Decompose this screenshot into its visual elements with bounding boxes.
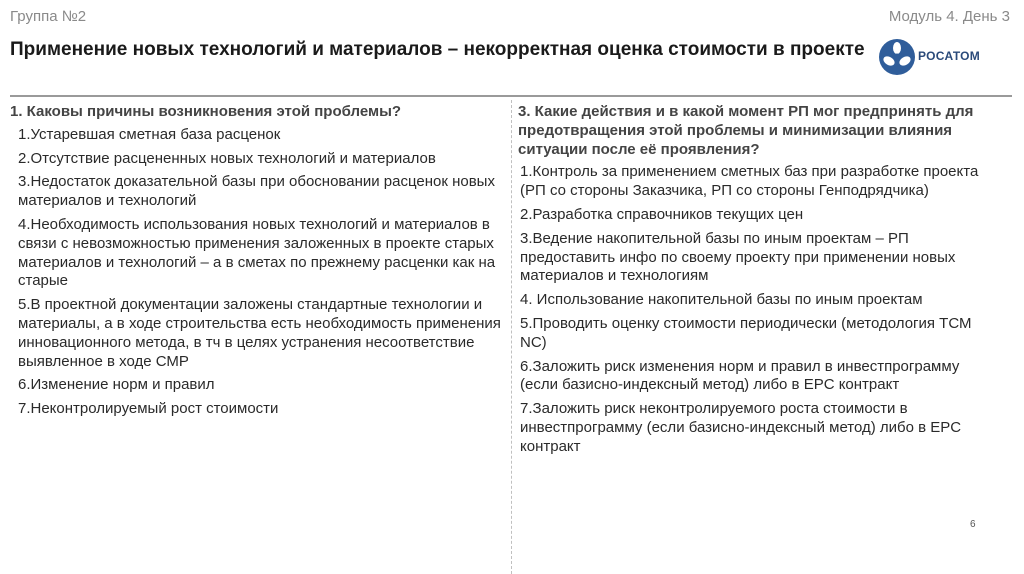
actions-question: 3. Какие действия и в какой момент РП мог предпринять для предотвращения этой проблемы и минимизации влияния ситуации после её проявления? <box>518 103 974 158</box>
list-item: 4.Необходимость использования новых технологий и материалов в связи с невозможностью применения заложенных в проекте старых материалов и технологий – а в сметах по прежнему расценки как на старые <box>18 215 496 290</box>
list-item: 1.Контроль за применением сметных баз при разработке проекта (РП со стороны Заказчика, РП со стороны Генподрядчика) <box>520 163 979 200</box>
group-label: Группа №2 <box>10 8 87 25</box>
actions-list <box>518 163 996 456</box>
causes-question: 1. Каковы причины возникновения этой проблемы? <box>10 103 402 120</box>
list-item: 2.Отсутствие расцененных новых технологий и материалов <box>18 149 436 167</box>
rosatom-logo <box>878 38 988 76</box>
slide-title: Применение новых технологий и материалов – некорректная оценка стоимости в проекте <box>10 39 865 60</box>
list-item: 4. Использование накопительной базы по иным проектам <box>520 291 923 309</box>
title-divider <box>10 95 1012 97</box>
logo-text: РОСАТОМ <box>918 49 981 63</box>
list-item: 6.Заложить риск изменения норм и правил в инвестпрограмму (если базисно-индексный метод) либо в EPC контракт <box>520 357 960 394</box>
causes-list <box>10 126 505 419</box>
rosatom-atom-icon <box>878 38 916 76</box>
list-item: 2.Разработка справочников текущих цен <box>520 205 804 223</box>
list-item: 1.Устаревшая сметная база расценок <box>18 125 281 143</box>
list-item: 5.Проводить оценку стоимости периодически (методология ТСМ NC) <box>520 314 972 351</box>
list-item: 5.В проектной документации заложены стандартные технологии и материалы, а в ходе строительства есть необходимость применения инновационного метода, в тч в целях устранения несоответствие выявленное в ходе СМР <box>18 296 501 370</box>
list-item: 7.Неконтролируемый рост стоимости <box>18 400 279 418</box>
column-divider <box>511 100 512 574</box>
page-number: 6 <box>970 519 976 530</box>
causes-column <box>10 103 505 424</box>
actions-column <box>518 103 996 462</box>
list-item: 7.Заложить риск неконтролируемого роста стоимости в инвестпрограмму (если базисно-индексный метод) либо в EPC контракт <box>520 400 962 455</box>
module-label: Модуль 4. День 3 <box>888 8 1010 25</box>
list-item: 6.Изменение норм и правил <box>18 376 215 394</box>
list-item: 3.Ведение накопительной базы по иным проектам – РП предоставить инфо по своему проекту при применении новых материалов и технологиям <box>520 229 956 285</box>
list-item: 3.Недостаток доказательной базы при обосновании расценок новых материалов и технологий <box>18 173 495 210</box>
